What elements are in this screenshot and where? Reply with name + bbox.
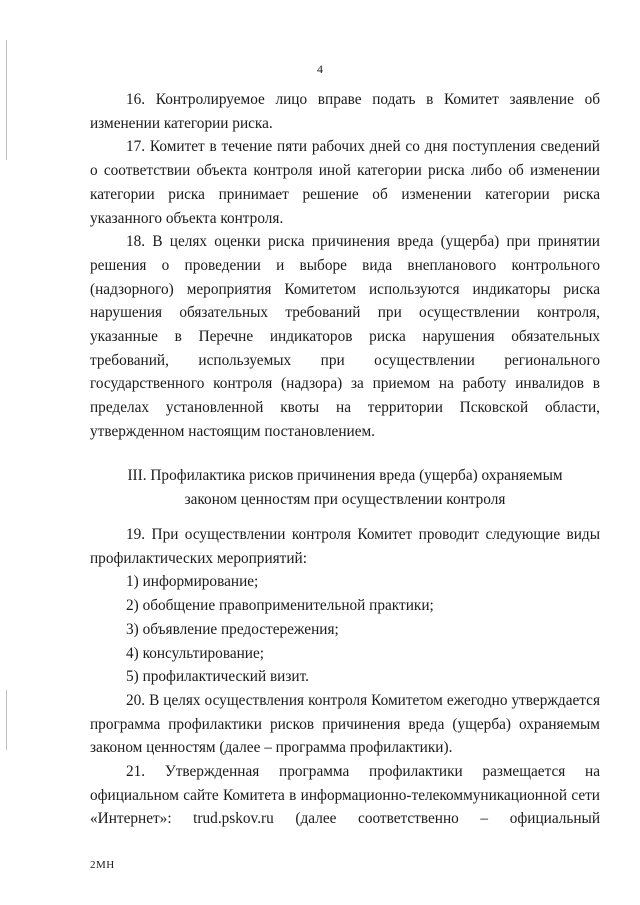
list-item: 3) объявление предостережения; (126, 620, 339, 638)
section-heading-line2: законом ценностям при осуществлении контроля (184, 490, 506, 508)
list-item: 1) информирование; (126, 573, 259, 591)
footer-code: 2МН (90, 859, 115, 871)
paragraphs-top (90, 88, 600, 444)
paragraph-19: 19. При осуществлении контроля Комитет проводит следующие виды профилактических мероприятий: (90, 526, 600, 567)
list-item: 2) обобщение правоприменительной практики; (126, 597, 434, 615)
section-heading (90, 464, 600, 511)
paragraph-19-block (90, 523, 600, 831)
scan-edge-mark (6, 40, 7, 160)
paragraph-21: 21. Утвержденная программа профилактики размещается на официальном сайте Комитета в информационно-телекоммуникационной сети «Интернет»: trud.pskov.ru (далее соответственно – официальный (90, 763, 600, 828)
list-item: 5) профилактический визит. (126, 668, 309, 686)
section-heading-line1: III. Профилактика рисков причинения вреда (ущерба) охраняемым (127, 467, 563, 484)
paragraph-17: 17. Комитет в течение пяти рабочих дней со дня поступления сведений о соответствии объекта контроля иной категории риска либо об изменении категории риска принимает решение об изменении категории риска указанного объекта контроля. (90, 138, 600, 227)
paragraph-18: 18. В целях оценки риска причинения вреда (ущерба) при принятии решения о проведении и выборе вида внепланового контрольного (надзорного) мероприятия Комитетом используются индикаторы риска нарушения обязательных требований при осуществлении контроля, указанные в Перечне индикаторов риска нарушения обязательных требований, используемых при осуществлении регионального государственного контроля (надзора) за приемом на работу инвалидов в пределах установленной квоты на территории Псковской области, утвержденном настоящим постановлением. (90, 233, 600, 440)
paragraph-20: 20. В целях осуществления контроля Комитетом ежегодно утверждается программа профилактики рисков причинения вреда (ущерба) охраняемым законом ценностям (далее – программа профилактики). (90, 691, 600, 757)
page-number: 4 (317, 62, 323, 76)
scan-edge-mark (6, 690, 7, 750)
paragraph-16: 16. Контролируемое лицо вправе подать в Комитет заявление об изменении категории риска. (90, 91, 600, 132)
list-item: 4) консультирование; (126, 644, 265, 662)
